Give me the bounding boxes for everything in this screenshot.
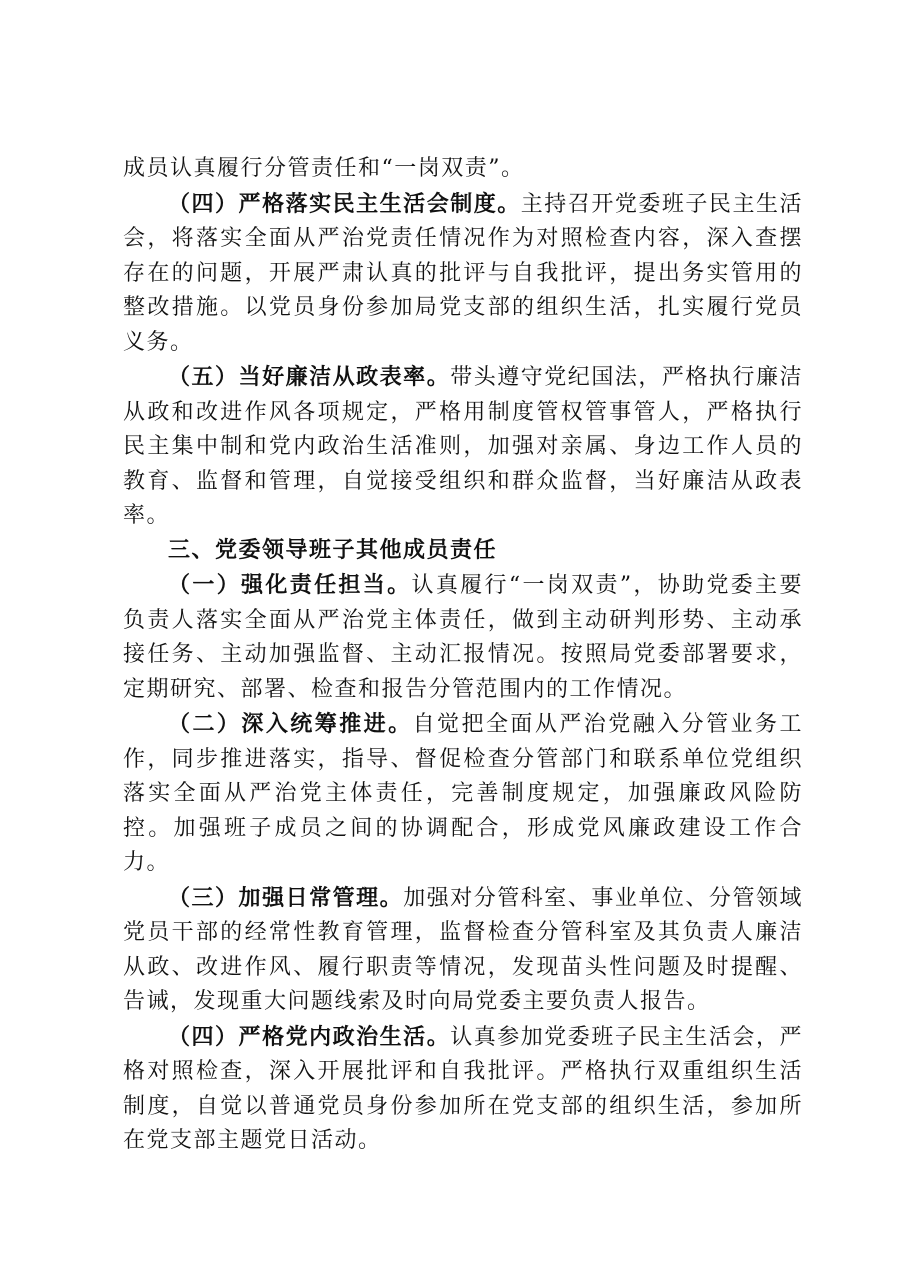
document-body — [123, 152, 803, 1159]
paragraph-political-life — [123, 1020, 803, 1159]
paragraph-responsibility — [123, 568, 803, 707]
paragraph-text: 主持召开党委班子民主生活会，将落实全面从严治党责任情况作为对照检查内容，深入查摆存在的问题，开展严肃认真的批评与自我批评，提出务实管用的整改措施。以党员身份参加局党支部的组织生活，扎实履行党员义务。 — [123, 191, 803, 355]
paragraph-lead: （一）强化责任担当。 — [168, 572, 412, 598]
paragraph-lead: （五）当好廉洁从政表率。 — [168, 364, 451, 390]
paragraph-integrity-example — [123, 360, 803, 534]
paragraph-text: 成员认真履行分管责任和“一岗双责”。 — [123, 156, 525, 181]
paragraph-lead: （四）严格党内政治生活。 — [168, 1023, 451, 1050]
paragraph-text: 带头遵守党纪国法，严格执行廉洁从政和改进作风各项规定，严格用制度管权管事管人，严格执行民主集中制和党内政治生活准则，加强对亲属、身边工作人员的教育、监督和管理，自觉接受组织和群众监督，当好廉洁从政表率。 — [123, 365, 803, 528]
paragraph-continuation — [123, 152, 803, 187]
paragraph-democratic-life-meeting — [123, 187, 803, 361]
paragraph-coordination — [123, 707, 803, 881]
paragraph-text: 加强对分管科室、事业单位、分管领域党员干部的经常性教育管理，监督检查分管科室及其负责人廉洁从政、改进作风、履行职责等情况，发现苗头性问题及时提醒、告诫，发现重大问题线索及时向局党委主要负责人报告。 — [123, 885, 803, 1014]
paragraph-text: 自觉把全面从严治党融入分管业务工作，同步推进落实，指导、督促检查分管部门和联系单位党组织落实全面从严治党主体责任，完善制度规定，加强廉政风险防控。加强班子成员之间的协调配合，形成党风廉政建设工作合力。 — [123, 712, 803, 875]
paragraph-text: 认真参加党委班子民主生活会，严格对照检查，深入开展批评和自我批评。严格执行双重组织生活制度，自觉以普通党员身份参加所在党支部的组织生活，参加所在党支部主题党日活动。 — [123, 1024, 803, 1153]
paragraph-lead: （三）加强日常管理。 — [168, 884, 404, 911]
paragraph-lead: （四）严格落实民主生活会制度。 — [168, 190, 521, 217]
paragraph-lead: （二）深入统筹推进。 — [168, 711, 413, 737]
paragraph-daily-management — [123, 881, 803, 1020]
paragraph-text: 认真履行“一岗双责”，协助党委主要负责人落实全面从严治党主体责任，做到主动研判形势、主动承接任务、主动加强监督、主动汇报情况。按照局党委部署要求，定期研究、部署、检查和报告分管范围内的工作情况。 — [123, 573, 803, 702]
section-heading: 三、党委领导班子其他成员责任 — [168, 537, 498, 563]
